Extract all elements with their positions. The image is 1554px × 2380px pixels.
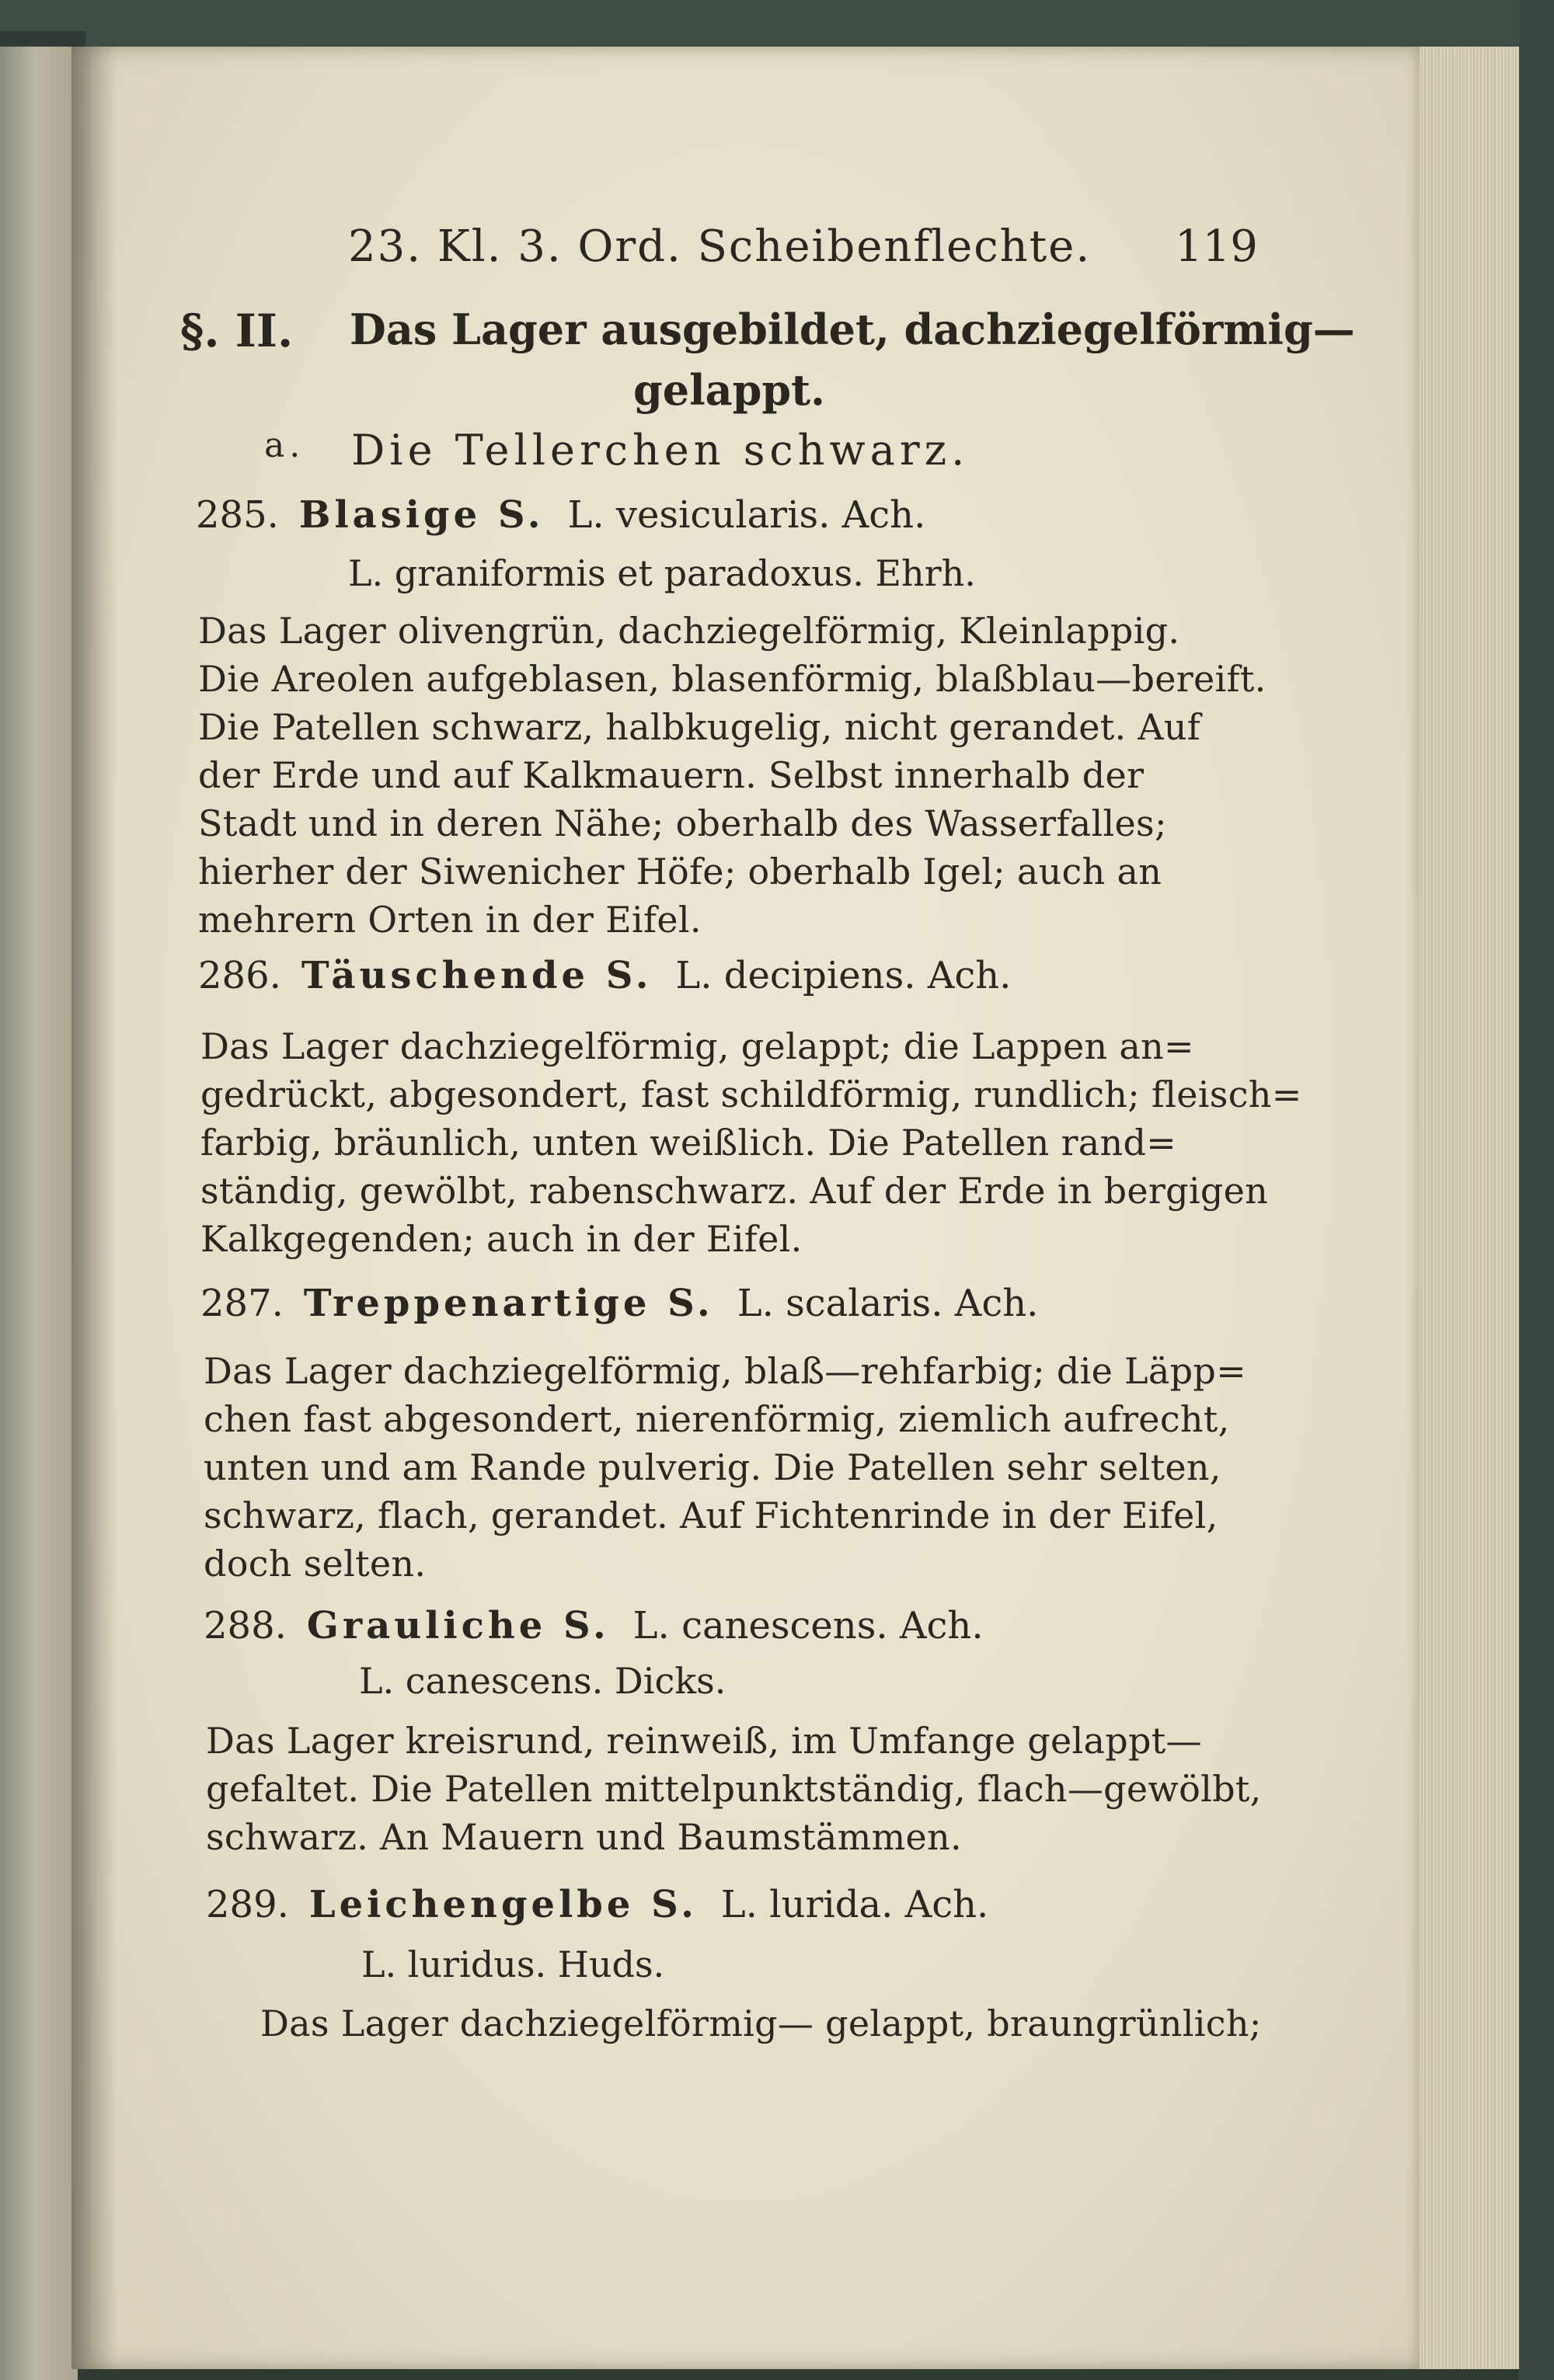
- text-line: ständig, gewölbt, rabenschwarz. Auf der Erde in bergigen: [200, 1170, 1269, 1212]
- subsection-marker: a.: [264, 426, 305, 465]
- subsection-title: Die Tellerchen schwarz.: [351, 426, 970, 475]
- entry-heading: [200, 1282, 1038, 1325]
- text-line: Stadt und in deren Nähe; oberhalb des Wasserfalles;: [198, 802, 1167, 844]
- text-line: Das Lager kreisrund, reinweiß, im Umfange gelappt—: [206, 1720, 1202, 1762]
- text-line: Das Lager dachziegelförmig, blaß—rehfarbig; die Läpp=: [204, 1350, 1246, 1392]
- entry-latin-name: L. decipiens. Ach.: [675, 954, 1012, 997]
- text-line: Kalkgegenden; auch in der Eifel.: [200, 1218, 803, 1260]
- entry-number: 286.: [198, 954, 281, 997]
- text-line: Die Areolen aufgeblasen, blasenförmig, blaßblau—bereift.: [198, 658, 1267, 700]
- entry-synonym: L. graniformis et paradoxus. Ehrh.: [348, 552, 976, 594]
- text-line: farbig, bräunlich, unten weißlich. Die Patellen rand=: [200, 1122, 1177, 1164]
- text-line: gedrückt, abgesondert, fast schildförmig, rundlich; fleisch=: [200, 1073, 1302, 1115]
- text-line: mehrern Orten in der Eifel.: [198, 899, 702, 941]
- entry-german-name: Blasige S.: [298, 493, 545, 537]
- entry-heading: [204, 1604, 984, 1648]
- text-line: gefaltet. Die Patellen mittelpunktständig, flach—gewölbt,: [206, 1768, 1262, 1810]
- text-line: schwarz, flach, gerandet. Auf Fichtenrinde in der Eifel,: [204, 1494, 1218, 1536]
- entry-number: 287.: [200, 1282, 284, 1325]
- entry-number: 285.: [196, 493, 279, 537]
- left-page-edge: [0, 47, 78, 2380]
- entry-synonym: L. canescens. Dicks.: [359, 1660, 726, 1702]
- text-line: Das Lager olivengrün, dachziegelförmig, Kleinlappig.: [198, 610, 1180, 652]
- entry-heading: [196, 493, 925, 537]
- entry-latin-name: L. vesicularis. Ach.: [567, 493, 926, 537]
- section-label: §. II.: [180, 304, 294, 357]
- text-line: der Erde und auf Kalkmauern. Selbst innerhalb der: [198, 754, 1145, 796]
- text-line: Die Patellen schwarz, halbkugelig, nicht gerandet. Auf: [198, 706, 1201, 748]
- section-title-line1: Das Lager ausgebildet, dachziegelförmig—: [350, 304, 1355, 354]
- text-line: Das Lager dachziegelförmig, gelappt; die Lappen an=: [200, 1025, 1194, 1067]
- entry-german-name: Treppenartige S.: [303, 1282, 714, 1325]
- text-line: unten und am Rande pulverig. Die Patellen sehr selten,: [204, 1446, 1221, 1488]
- entry-heading: [206, 1883, 988, 1926]
- entry-latin-name: L. scalaris. Ach.: [737, 1282, 1039, 1325]
- text-line: hierher der Siwenicher Höfe; oberhalb Igel; auch an: [198, 851, 1162, 893]
- entry-german-name: Täuschende S.: [301, 954, 653, 997]
- page-block-edges: [1410, 47, 1527, 2369]
- section-title-line2: gelappt.: [633, 365, 825, 415]
- right-cover: [1519, 0, 1554, 2380]
- text-line: chen fast abgesondert, nierenförmig, ziemlich aufrecht,: [204, 1398, 1230, 1440]
- entry-number: 288.: [204, 1604, 287, 1648]
- text-line: schwarz. An Mauern und Baumstämmen.: [206, 1816, 962, 1858]
- entry-german-name: Leichengelbe S.: [308, 1883, 698, 1926]
- gutter-shadow: [71, 47, 118, 2369]
- page-number: 119: [1175, 221, 1258, 272]
- entry-latin-name: L. canescens. Ach.: [632, 1604, 984, 1648]
- entry-number: 289.: [206, 1883, 289, 1926]
- entry-heading: [198, 954, 1011, 997]
- entry-german-name: Grauliche S.: [306, 1604, 610, 1648]
- text-line: doch selten.: [204, 1543, 427, 1585]
- running-title: 23. Kl. 3. Ord. Scheibenflechte.: [348, 221, 1092, 272]
- entry-latin-name: L. lurida. Ach.: [720, 1883, 989, 1926]
- entry-synonym: L. luridus. Huds.: [361, 1943, 665, 1985]
- text-line: Das Lager dachziegelförmig— gelappt, braungrünlich;: [260, 2002, 1262, 2044]
